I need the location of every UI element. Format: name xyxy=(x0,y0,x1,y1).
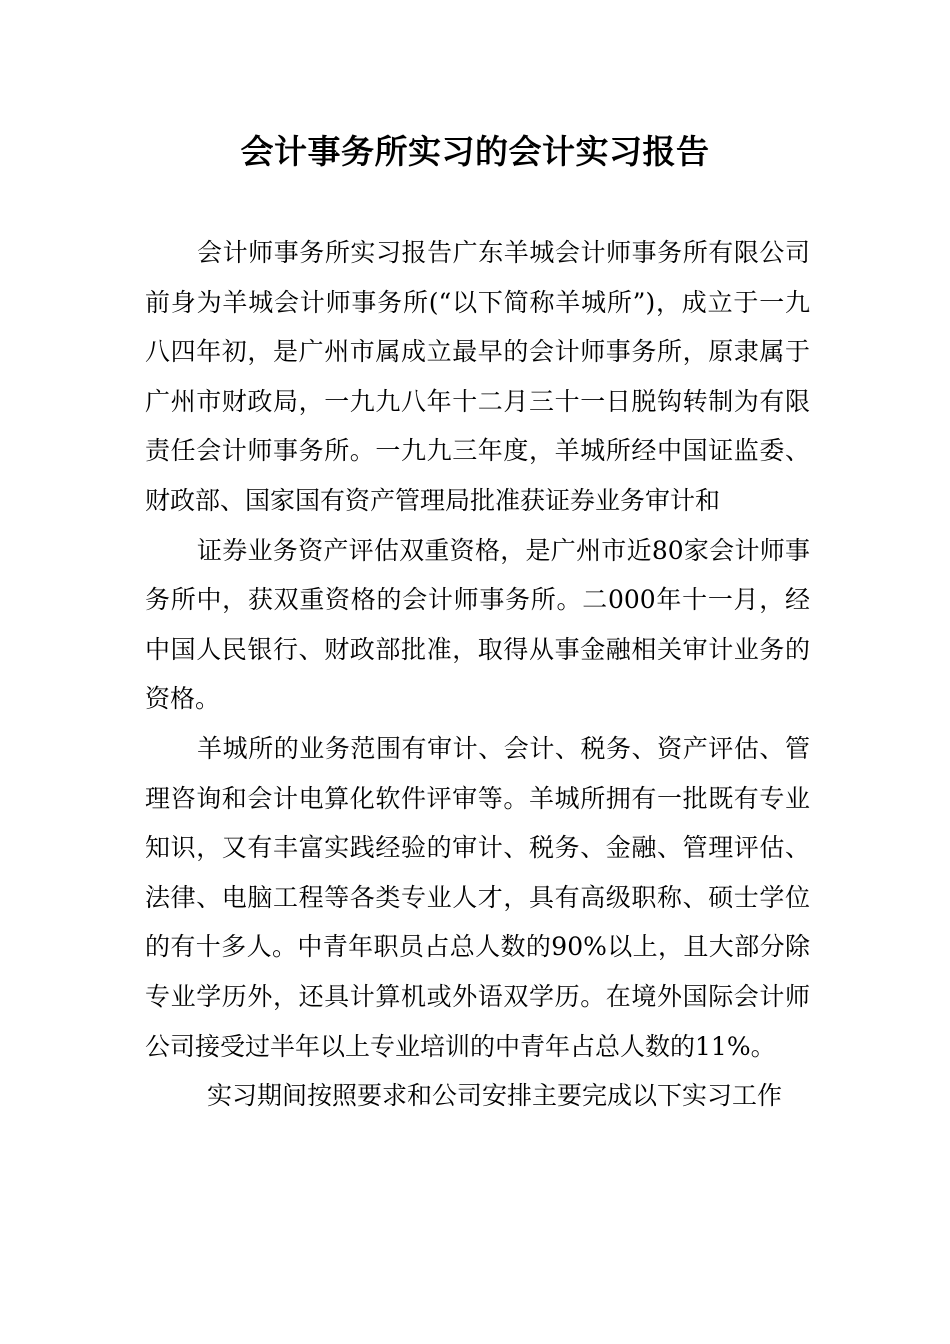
paragraph-4: 实习期间按照要求和公司安排主要完成以下实习工作 xyxy=(207,1081,783,1111)
document-title: 会计事务所实习的会计实习报告 xyxy=(240,132,710,171)
document-body xyxy=(145,228,810,1121)
paragraph-1: 会计师事务所实习报告广东羊城会计师事务所有限公司前身为羊城会计师事务所(“以下简称羊城所”)，成立于一九八四年初，是广州市属成立最早的会计师事务所，原隶属于广州市财政局，一九九八年十二月三十一日脱钩转制为有限责任会计师事务所。一九九三年度，羊城所经中国证监委、财政部、国家国有资产管理局批准获证券业务审计和 xyxy=(145,238,810,515)
paragraph-2: 证券业务资产评估双重资格，是广州市近80家会计师事务所中，获双重资格的会计师事务所。二000年十一月，经中国人民银行、财政部批准，取得从事金融相关审计业务的资格。 xyxy=(145,535,810,714)
paragraph-3: 羊城所的业务范围有审计、会计、税务、资产评估、管理咨询和会计电算化软件评审等。羊城所拥有一批既有专业知识，又有丰富实践经验的审计、税务、金融、管理评估、法律、电脑工程等各类专业人才，具有高级职称、硕士学位的有十多人。中青年职员占总人数的90%以上，且大部分除专业学历外，还具计算机或外语双学历。在境外国际会计师公司接受过半年以上专业培训的中青年占总人数的11%。 xyxy=(145,733,810,1061)
